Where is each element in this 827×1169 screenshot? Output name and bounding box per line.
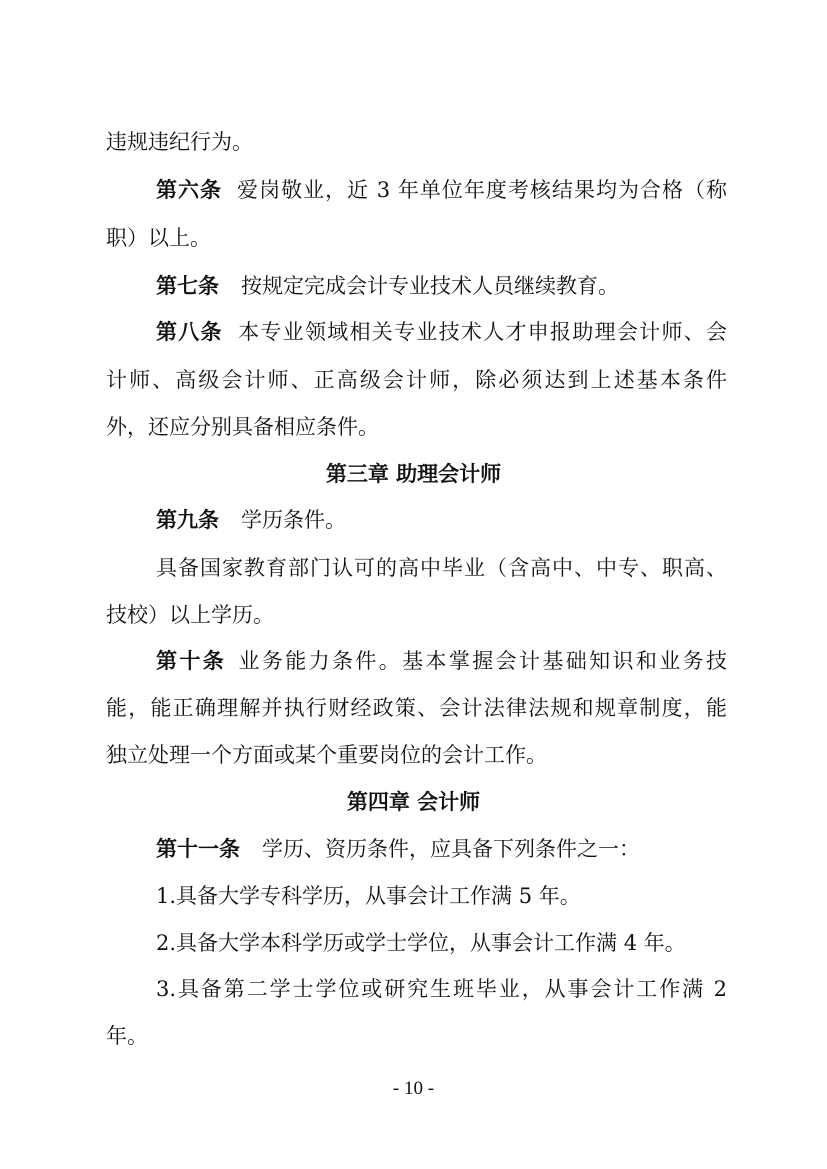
article-label: 第十一条 (156, 837, 240, 861)
body-line: 能，能正确理解并执行财经政策、会计法律法规和规章制度，能 (106, 696, 727, 720)
body-line: 技校）以上学历。 (106, 603, 274, 627)
article-6 (156, 176, 727, 204)
article-7 (156, 272, 619, 300)
body-line: 职）以上。 (106, 226, 211, 250)
body-line: 具备国家教育部门认可的高中毕业（含高中、中专、职高、 (156, 556, 727, 580)
article-label: 第八条 (156, 320, 223, 344)
body-line: 计师、高级会计师、正高级会计师，除必须达到上述基本条件 (106, 368, 727, 392)
article-text: 爱岗敬业，近 3 年单位年度考核结果均为合格（称 (236, 178, 728, 202)
article-text: 按规定完成会计专业技术人员继续教育。 (241, 274, 619, 298)
list-item: 3.具备第二学士学位或研究生班毕业，从事会计工作满 2 (156, 977, 727, 1001)
article-11 (156, 835, 640, 863)
article-text: 学历、资历条件，应具备下列条件之一： (262, 837, 640, 861)
article-label: 第十条 (156, 649, 227, 673)
body-line: 独立处理一个方面或某个重要岗位的会计工作。 (106, 743, 547, 767)
article-10 (156, 647, 727, 675)
article-label: 第七条 (156, 274, 219, 298)
article-9 (156, 506, 346, 534)
article-label: 第六条 (156, 178, 223, 202)
chapter-heading: 第四章 会计师 (346, 790, 481, 814)
article-text: 业务能力条件。基本掌握会计基础知识和业务技 (236, 649, 727, 673)
article-text: 本专业领域相关专业技术人才申报助理会计师、会 (236, 320, 728, 344)
page-number: - 10 - (392, 1078, 435, 1099)
body-line: 年。 (106, 1024, 148, 1048)
body-line: 外，还应分别具备相应条件。 (106, 415, 379, 439)
article-label: 第九条 (156, 508, 219, 532)
chapter-heading: 第三章 助理会计师 (325, 462, 502, 486)
article-text: 学历条件。 (241, 508, 346, 532)
article-8 (156, 318, 727, 346)
list-item: 1.具备大学专科学历，从事会计工作满 5 年。 (156, 884, 581, 908)
body-line: 违规违纪行为。 (106, 130, 253, 154)
list-item: 2.具备大学本科学历或学士学位，从事会计工作满 4 年。 (156, 931, 686, 955)
